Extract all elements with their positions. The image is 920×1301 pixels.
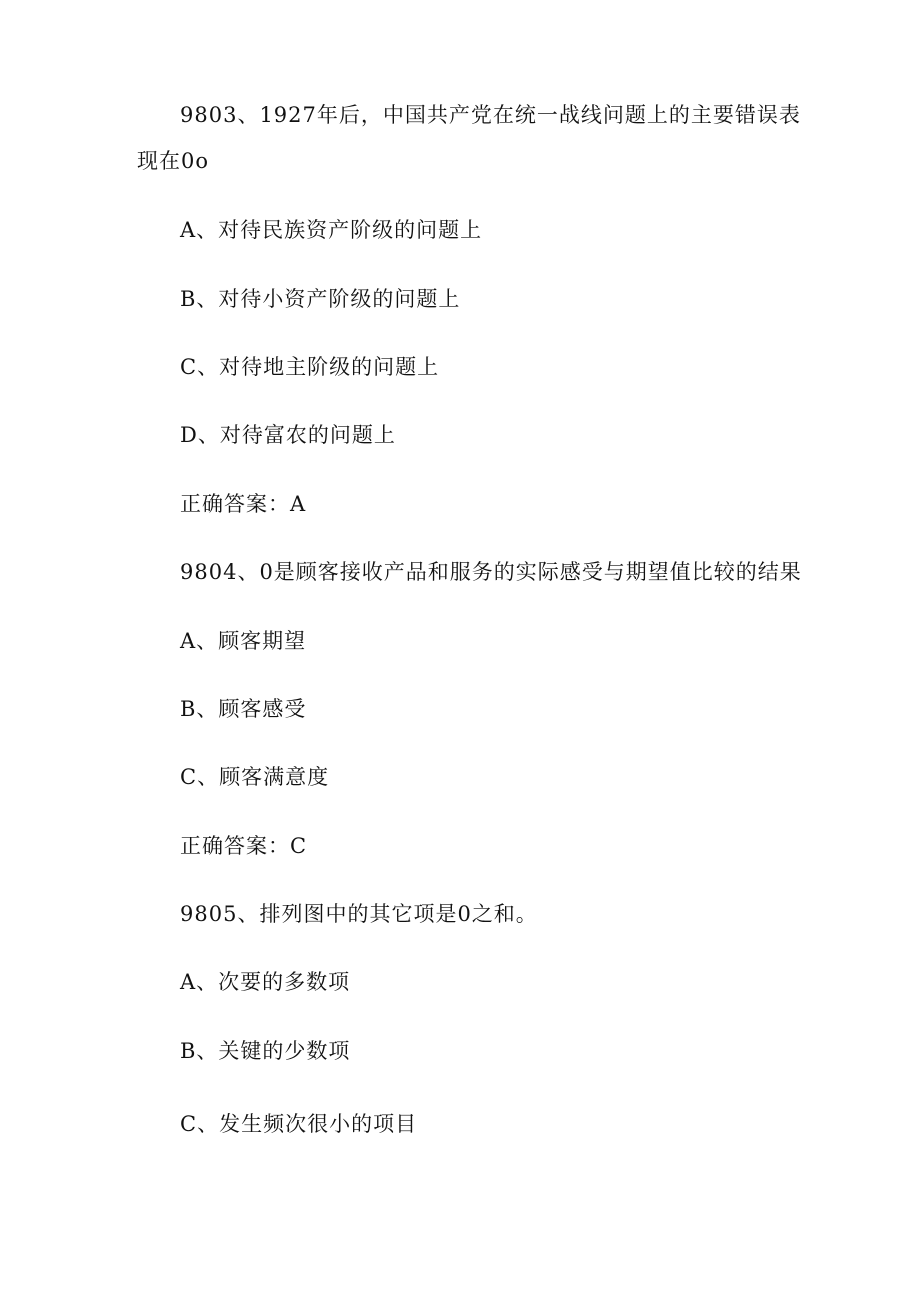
question-9803-option-d: D、对待富农的问题上 bbox=[180, 423, 396, 447]
question-9804-stem: 9804、0是顾客接收产品和服务的实际感受与期望值比较的结果 bbox=[180, 560, 802, 584]
question-9804-option-a: A、顾客期望 bbox=[180, 629, 307, 653]
question-9804-option-b: B、顾客感受 bbox=[180, 697, 307, 721]
question-9803-stem-line2: 现在0o bbox=[137, 149, 210, 173]
question-9805-option-c: C、发生频次很小的项目 bbox=[180, 1112, 418, 1136]
question-9803-option-b: B、对待小资产阶级的问题上 bbox=[180, 287, 461, 311]
question-9803-option-c: C、对待地主阶级的问题上 bbox=[180, 355, 440, 379]
question-9805-stem: 9805、排列图中的其它项是0之和。 bbox=[180, 902, 538, 926]
question-9803-option-a: A、对待民族资产阶级的问题上 bbox=[180, 218, 483, 242]
question-9803-stem-line1: 9803、1927年后，中国共产党在统一战线问题上的主要错误表 bbox=[180, 103, 801, 127]
question-9803-answer: 正确答案：A bbox=[180, 492, 307, 516]
question-9805-option-b: B、关键的少数项 bbox=[180, 1039, 351, 1063]
question-9805-option-a: A、次要的多数项 bbox=[180, 970, 351, 994]
question-9804-answer: 正确答案：C bbox=[180, 834, 308, 858]
question-9804-option-c: C、顾客满意度 bbox=[180, 765, 330, 789]
